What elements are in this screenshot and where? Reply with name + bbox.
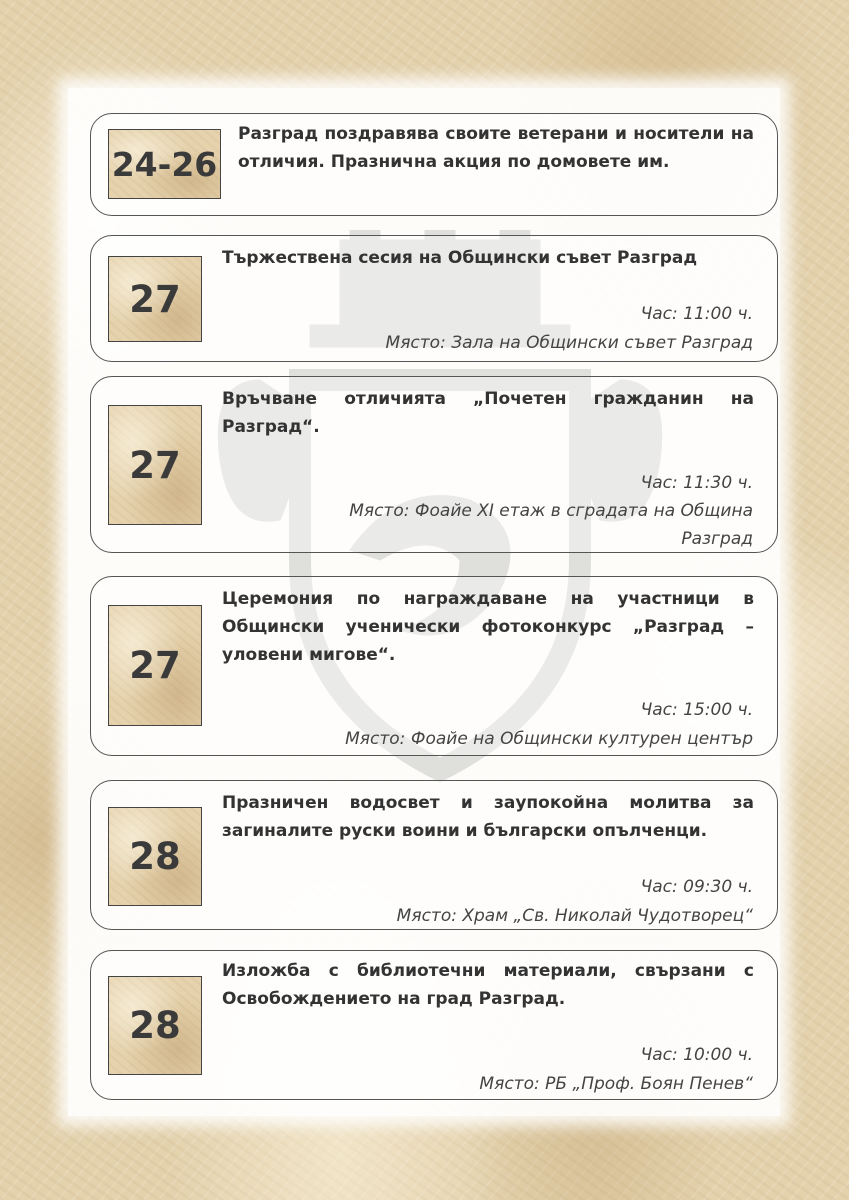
event-title: Церемония по награждаване на участници в Общински ученически фотоконкурс „Разград – уловени мигове“.: [222, 589, 754, 665]
event-title: Връчване отличията „Почетен гражданин на Разград“.: [222, 389, 754, 437]
event-card: [90, 376, 778, 553]
event-time: Час: 11:30 ч.: [640, 473, 753, 493]
event-time: Час: 09:30 ч.: [640, 877, 753, 897]
event-place: Място: Фоайе XI етаж в сградата на Община Разград: [349, 501, 753, 549]
event-time: Час: 15:00 ч.: [640, 700, 753, 720]
event-time: Час: 10:00 ч.: [640, 1045, 753, 1065]
event-date: 27: [108, 256, 202, 342]
event-date: 24-26: [108, 129, 221, 199]
event-place: Място: Храм „Св. Николай Чудотворец“: [396, 906, 753, 926]
event-date: 28: [108, 976, 202, 1075]
event-card: [90, 576, 778, 756]
event-title: Разград поздравява своите ветерани и носители на отличия. Празнична акция по домовете им.: [238, 124, 754, 172]
event-place: Място: Зала на Общински съвет Разград: [385, 333, 753, 353]
event-title: Празничен водосвет и заупокойна молитва за загиналите руски воини и български опълченци.: [222, 793, 754, 841]
event-place: Място: РБ „Проф. Боян Пенев“: [479, 1074, 753, 1094]
event-card: [90, 235, 778, 362]
event-card: [90, 780, 778, 930]
event-date: 27: [108, 405, 202, 525]
event-date: 27: [108, 605, 202, 726]
event-place: Място: Фоайе на Общински културен център: [345, 729, 753, 749]
event-card: [90, 113, 778, 216]
event-card: [90, 950, 778, 1100]
event-date: 28: [108, 807, 202, 906]
event-time: Час: 11:00 ч.: [640, 304, 753, 324]
event-title: Тържествена сесия на Общински съвет Разград: [222, 248, 698, 268]
event-title: Изложба с библиотечни материали, свързани с Освобождението на град Разград.: [222, 961, 754, 1009]
